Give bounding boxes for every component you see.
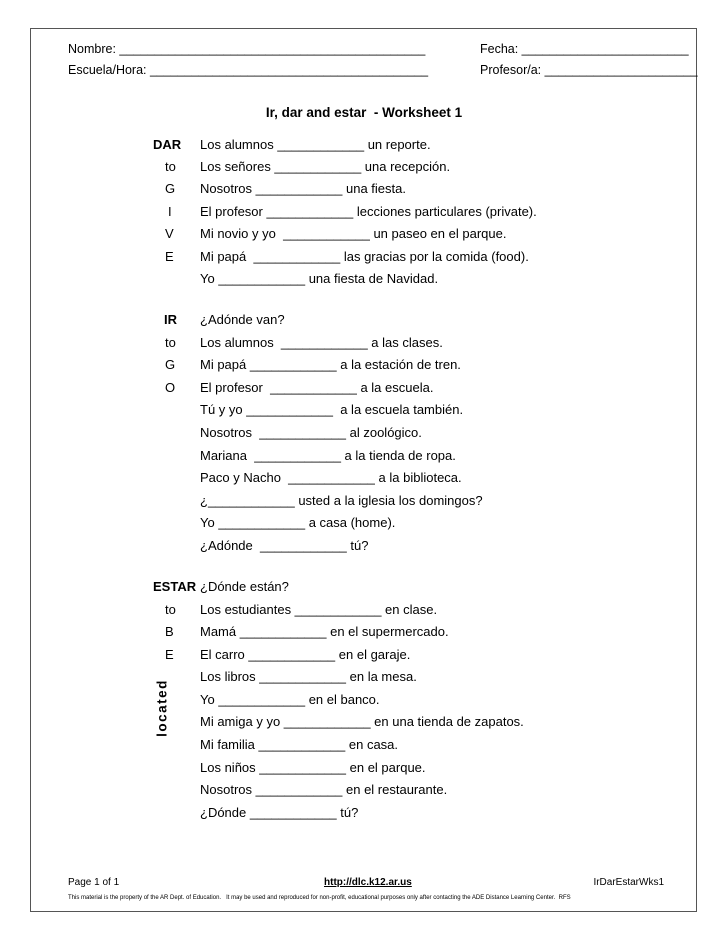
sentence-blank[interactable]: Nosotros ____________ una fiesta. xyxy=(200,181,406,196)
exercise-row xyxy=(0,470,728,492)
exercise-row xyxy=(0,692,728,714)
exercise-row xyxy=(0,312,728,334)
exercise-row xyxy=(0,669,728,691)
exercise-row xyxy=(0,782,728,804)
profesor-field[interactable]: Profesor/a: ______________________ xyxy=(480,63,698,77)
exercise-row xyxy=(0,602,728,624)
row-label: to xyxy=(165,159,176,174)
row-label: I xyxy=(168,204,172,219)
exercise-row xyxy=(0,538,728,560)
document-code: IrDarEstarWks1 xyxy=(593,877,664,888)
row-label: to xyxy=(165,335,176,350)
exercise-row xyxy=(0,425,728,447)
exercise-row xyxy=(0,515,728,537)
sentence-blank[interactable]: ¿Adónde ____________ tú? xyxy=(200,538,369,553)
row-label: G xyxy=(165,181,176,196)
sentence-blank[interactable]: ¿Adónde van? xyxy=(200,312,285,327)
website-link[interactable]: http://dlc.k12.ar.us xyxy=(324,877,412,888)
exercise-row xyxy=(0,335,728,357)
sentence-blank[interactable]: Mi papá ____________ las gracias por la comida (food). xyxy=(200,249,529,264)
sentence-blank[interactable]: Los alumnos ____________ un reporte. xyxy=(200,137,431,152)
sentence-blank[interactable]: Los alumnos ____________ a las clases. xyxy=(200,335,443,350)
exercise-row xyxy=(0,760,728,782)
sentence-blank[interactable]: Tú y yo ____________ a la escuela también. xyxy=(200,402,464,417)
exercise-row xyxy=(0,647,728,669)
sentence-blank[interactable]: El profesor ____________ a la escuela. xyxy=(200,380,434,395)
sentence-blank[interactable]: Yo ____________ una fiesta de Navidad. xyxy=(200,271,439,286)
exercise-row xyxy=(0,204,728,226)
row-label: B xyxy=(165,624,174,639)
row-label: to xyxy=(165,602,176,617)
row-label: E xyxy=(165,647,174,662)
sentence-blank[interactable]: Mi papá ____________ a la estación de tren. xyxy=(200,357,461,372)
exercise-row xyxy=(0,737,728,759)
sentence-blank[interactable]: ¿Dónde ____________ tú? xyxy=(200,805,359,820)
located-side-label: located xyxy=(154,679,170,737)
sentence-blank[interactable]: Mamá ____________ en el supermercado. xyxy=(200,624,449,639)
sentence-blank[interactable]: Yo ____________ a casa (home). xyxy=(200,515,396,530)
exercise-row xyxy=(0,181,728,203)
exercise-row xyxy=(0,624,728,646)
sentence-blank[interactable]: Mariana ____________ a la tienda de ropa. xyxy=(200,448,456,463)
sentence-blank[interactable]: Paco y Nacho ____________ a la biblioteca. xyxy=(200,470,462,485)
nombre-field[interactable]: Nombre: ____________________________________________ xyxy=(68,42,426,56)
sentence-blank[interactable]: El carro ____________ en el garaje. xyxy=(200,647,411,662)
sentence-blank[interactable]: Mi familia ____________ en casa. xyxy=(200,737,399,752)
row-label: ESTAR xyxy=(153,579,197,594)
row-label: DAR xyxy=(153,137,182,152)
exercise-row xyxy=(0,805,728,827)
exercise-row xyxy=(0,579,728,601)
exercise-row xyxy=(0,493,728,515)
sentence-blank[interactable]: ¿____________ usted a la iglesia los domingos? xyxy=(200,493,483,508)
exercise-row xyxy=(0,249,728,271)
row-label: E xyxy=(165,249,174,264)
page-number: Page 1 of 1 xyxy=(68,877,120,888)
escuela-hora-field[interactable]: Escuela/Hora: ________________________________________ xyxy=(68,63,429,77)
sentence-blank[interactable]: Yo ____________ en el banco. xyxy=(200,692,380,707)
exercise-row xyxy=(0,448,728,470)
copyright-notice: This material is the property of the AR Dept. of Education. It may be used and reproduced for non-profit, educational purposes only after contacting the ADE Distance Learning Center. RFS xyxy=(68,895,571,901)
exercise-row xyxy=(0,380,728,402)
sentence-blank[interactable]: Los niños ____________ en el parque. xyxy=(200,760,426,775)
sentence-blank[interactable]: Mi amiga y yo ____________ en una tienda de zapatos. xyxy=(200,714,524,729)
sentence-blank[interactable]: Nosotros ____________ en el restaurante. xyxy=(200,782,448,797)
exercise-row xyxy=(0,226,728,248)
sentence-blank[interactable]: Nosotros ____________ al zoológico. xyxy=(200,425,422,440)
worksheet-title: Ir, dar and estar - Worksheet 1 xyxy=(265,105,463,120)
sentence-blank[interactable]: Los libros ____________ en la mesa. xyxy=(200,669,417,684)
row-label: IR xyxy=(164,312,177,327)
sentence-blank[interactable]: Mi novio y yo ____________ un paseo en el parque. xyxy=(200,226,507,241)
row-label: V xyxy=(165,226,174,241)
exercise-row xyxy=(0,402,728,424)
sentence-blank[interactable]: Los señores ____________ una recepción. xyxy=(200,159,451,174)
exercise-row xyxy=(0,357,728,379)
exercise-row xyxy=(0,159,728,181)
exercise-row xyxy=(0,137,728,159)
exercise-row xyxy=(0,271,728,293)
exercise-row xyxy=(0,714,728,736)
fecha-field[interactable]: Fecha: ________________________ xyxy=(480,42,689,56)
sentence-blank[interactable]: Los estudiantes ____________ en clase. xyxy=(200,602,438,617)
sentence-blank[interactable]: El profesor ____________ lecciones particulares (private). xyxy=(200,204,537,219)
sentence-blank[interactable]: ¿Dónde están? xyxy=(200,579,289,594)
row-label: O xyxy=(165,380,176,395)
row-label: G xyxy=(165,357,176,372)
